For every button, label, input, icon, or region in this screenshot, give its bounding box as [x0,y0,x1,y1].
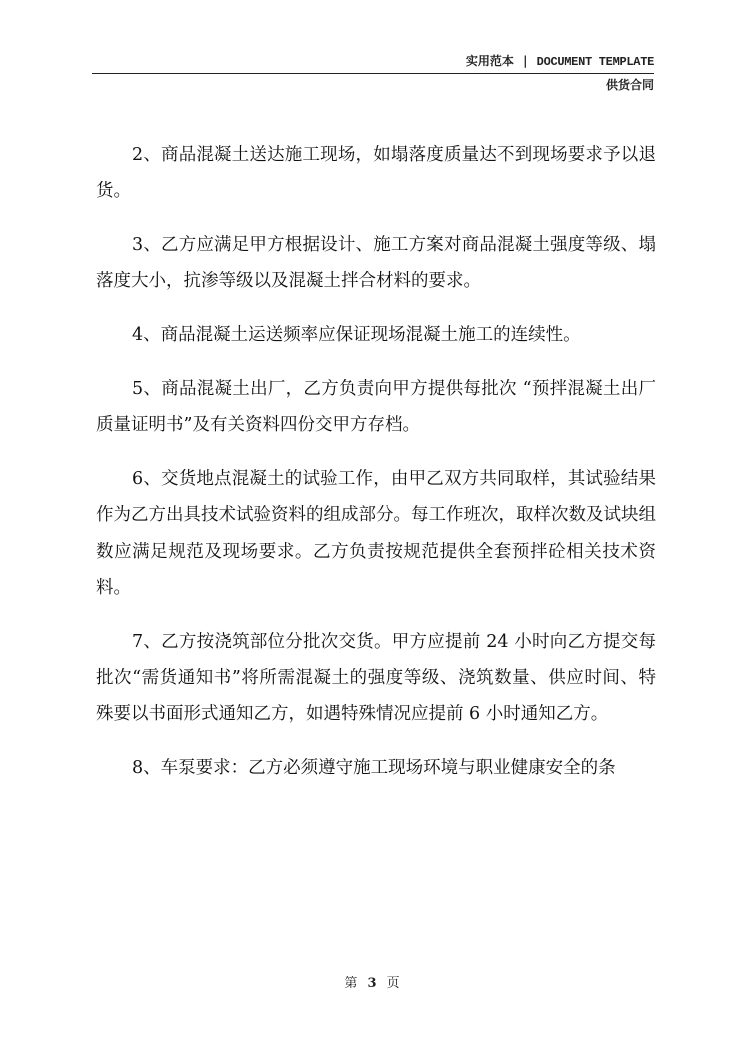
footer-prefix: 第 [344,976,358,991]
header-doc-type: 供货合同 [605,78,654,92]
page-footer [0,975,744,993]
header-label-cn: 实用范本 [465,54,514,68]
document-body [96,137,656,804]
page-number: 3 [367,976,377,991]
header-separator: | [523,54,528,68]
paragraph-item-3: 3、乙方应满足甲方根据设计、施工方案对商品混凝土强度等级、塌落度大小，抗渗等级以及混凝土拌合材料的要求。 [96,235,656,292]
paragraph-item-6: 6、交货地点混凝土的试验工作，由甲乙双方共同取样，其试验结果作为乙方出具技术试验资料的组成部分。每工作班次，取样次数及试块组数应满足规范及现场要求。乙方负责按规范提供全套预拌砼相关技术资料。 [96,469,656,598]
paragraph-item-5: 5、商品混凝土出厂，乙方负责向甲方提供每批次 “预拌混凝土出厂质量证明书”及有关资料四份交甲方存档。 [96,379,656,436]
paragraph-item-2: 2、商品混凝土送达施工现场，如塌落度质量达不到现场要求予以退货。 [96,145,656,202]
header-label-en: DOCUMENT TEMPLATE [536,55,654,69]
paragraph-item-8: 8、车泵要求：乙方必须遵守施工现场环境与职业健康安全的条 [132,757,616,778]
paragraph-item-7: 7、乙方按浇筑部位分批次交货。甲方应提前 24 小时向乙方提交每批次“需货通知书”将所需混凝土的强度等级、浇筑数量、供应时间、特殊要以书面形式通知乙方，如遇特殊情况应提前 6 小时通知乙方。 [96,631,656,725]
page-header [466,53,654,70]
footer-suffix: 页 [386,976,400,991]
paragraph-item-4: 4、商品混凝土运送频率应保证现场混凝土施工的连续性。 [132,325,581,346]
header-rule [92,73,654,74]
